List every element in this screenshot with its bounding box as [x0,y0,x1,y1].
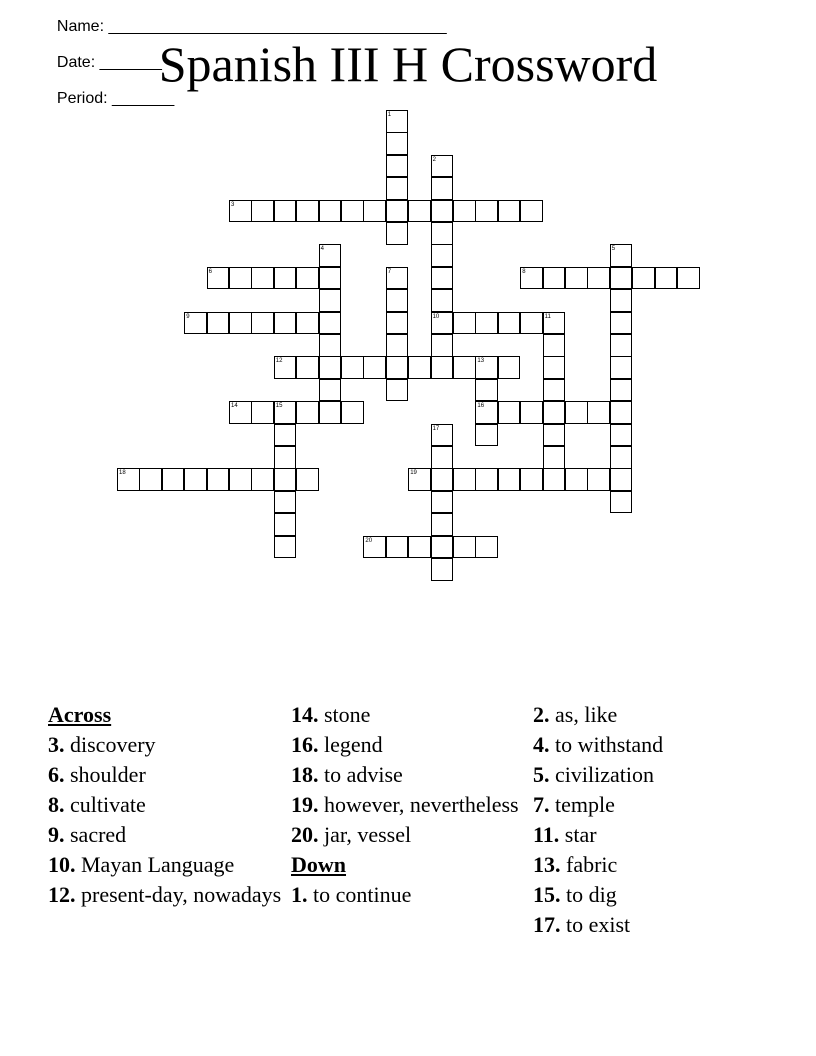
crossword-cell[interactable] [296,200,319,223]
clue-column-2 [291,703,531,913]
crossword-cell[interactable] [543,334,566,357]
crossword-cell[interactable] [431,446,454,469]
clue-number: 16 [477,403,485,410]
clue-number-label: 2. [533,702,550,727]
crossword-cell[interactable] [408,536,431,559]
clue-number: 17 [432,425,440,432]
crossword-cell[interactable] [610,334,633,357]
clue-heading: Down [291,852,347,877]
crossword-cell[interactable] [475,536,498,559]
clue-item [533,763,773,787]
clue-item [48,763,288,787]
crossword-cell[interactable] [386,356,409,379]
crossword-cell[interactable] [543,267,566,290]
crossword-cell[interactable] [319,267,342,290]
clue-item [533,793,773,817]
crossword-cell[interactable] [677,267,700,290]
crossword-cell[interactable] [274,468,297,491]
crossword-cell[interactable] [453,536,476,559]
crossword-cell[interactable] [386,379,409,402]
clue-text: cultivate [64,792,146,817]
crossword-cell[interactable] [520,401,543,424]
clue-number: 2 [432,156,436,163]
clue-item [533,733,773,757]
crossword-cell[interactable] [296,468,319,491]
crossword-cell[interactable] [386,132,409,155]
clue-number: 1 [387,112,392,118]
crossword-cell[interactable] [319,312,342,335]
crossword-cell[interactable] [475,200,498,223]
clue-text: to advise [318,762,403,787]
crossword-cell[interactable] [319,401,342,424]
crossword-cell[interactable] [475,379,498,402]
clue-number: 13 [477,358,485,365]
crossword-cell[interactable] [319,200,342,223]
clue-number-label: 10. [48,852,76,877]
crossword-cell[interactable] [610,312,633,335]
crossword-cell[interactable] [610,424,633,447]
clue-number: 11 [544,313,551,320]
clue-item [291,763,531,787]
crossword-cell[interactable] [251,312,274,335]
crossword-cell[interactable] [274,513,297,536]
crossword-cell[interactable] [386,289,409,312]
clue-item [48,793,288,817]
crossword-cell[interactable] [274,424,297,447]
clue-number-label: 19. [291,792,319,817]
crossword-cell[interactable] [363,356,386,379]
crossword-cell[interactable] [296,312,319,335]
clue-number: 10 [432,313,440,320]
clue-text: fabric [560,852,618,877]
crossword-cell[interactable] [431,491,454,514]
clue-item [533,913,773,937]
clue-number: 12 [275,358,283,365]
crossword-cell[interactable] [610,356,633,379]
crossword-cell[interactable] [587,401,610,424]
crossword-cell[interactable] [207,468,230,491]
crossword-cell[interactable] [341,356,364,379]
clue-heading: Across [48,702,112,727]
clue-text: stone [318,702,371,727]
crossword-cell[interactable] [408,356,431,379]
crossword-cell[interactable] [274,267,297,290]
crossword-cell[interactable] [565,468,588,491]
crossword-cell[interactable] [431,289,454,312]
crossword-cell[interactable] [229,312,252,335]
crossword-cell[interactable] [386,155,409,178]
crossword-cell[interactable] [251,267,274,290]
clue-item [533,823,773,847]
crossword-cell[interactable] [498,401,521,424]
clue-item [291,703,531,727]
crossword-cell[interactable] [655,267,678,290]
crossword-cell[interactable] [610,379,633,402]
clue-number-label: 7. [533,792,550,817]
crossword-cell[interactable] [251,401,274,424]
clue-number-label: 3. [48,732,65,757]
crossword-cell[interactable] [610,267,633,290]
crossword-cell[interactable] [632,267,655,290]
clue-text: Mayan Language [75,852,235,877]
crossword-cell[interactable] [207,312,230,335]
clue-item [533,703,773,727]
crossword-cell[interactable] [498,468,521,491]
crossword-cell[interactable] [408,200,431,223]
clue-item [48,823,288,847]
crossword-cell[interactable] [386,312,409,335]
crossword-cell[interactable] [431,267,454,290]
crossword-cell[interactable] [386,536,409,559]
page-title: Spanish III H Crossword [158,36,658,92]
crossword-cell[interactable] [274,536,297,559]
clue-item [533,883,773,907]
period-field[interactable]: Period: _______ [56,90,175,107]
clue-text: to exist [560,912,631,937]
clue-text: discovery [64,732,156,757]
clue-number-label: 15. [533,882,561,907]
clue-number-label: 11. [533,822,560,847]
crossword-cell[interactable] [543,468,566,491]
clue-text: civilization [549,762,654,787]
crossword-cell[interactable] [431,222,454,245]
clue-number-label: 1. [291,882,308,907]
clue-text: to continue [307,882,412,907]
clue-number: 3 [231,201,235,208]
clue-number-label: 14. [291,702,319,727]
crossword-cell[interactable] [229,468,252,491]
clue-number: 7 [387,268,392,275]
crossword-cell[interactable] [229,267,252,290]
crossword-cell[interactable] [475,424,498,447]
crossword-cell[interactable] [587,267,610,290]
clue-number: 9 [186,313,190,320]
clue-column-1 [48,703,288,913]
clue-item [48,883,288,907]
crossword-cell[interactable] [543,401,566,424]
clue-item [48,733,288,757]
crossword-cell[interactable] [610,468,633,491]
crossword-cell[interactable] [543,424,566,447]
crossword-cell[interactable] [610,401,633,424]
clue-number: 19 [410,470,417,477]
crossword-cell[interactable] [431,356,454,379]
name-field[interactable]: Name: ______________________________________ [56,18,447,35]
clue-text: legend [318,732,383,757]
crossword-cell[interactable] [543,356,566,379]
clue-number: 18 [119,470,126,477]
clue-text: as, like [549,702,618,727]
crossword-cell[interactable] [431,200,454,223]
crossword-cell[interactable] [610,289,633,312]
crossword-cell[interactable] [363,200,386,223]
crossword-cell[interactable] [453,200,476,223]
crossword-cell[interactable] [296,267,319,290]
clue-text: shoulder [64,762,146,787]
crossword-cell[interactable] [431,177,454,200]
crossword-cell[interactable] [543,446,566,469]
crossword-cell[interactable] [251,468,274,491]
clue-number-label: 13. [533,852,561,877]
clue-number: 15 [275,403,283,410]
clue-item [533,853,773,877]
crossword-cell[interactable] [274,446,297,469]
clue-number: 4 [320,246,324,253]
clue-text: present-day, nowadays [75,882,282,907]
crossword-cell[interactable] [274,200,297,223]
crossword-cell[interactable] [274,312,297,335]
crossword-cell[interactable] [565,267,588,290]
clue-column-3 [533,703,773,943]
crossword-cell[interactable] [296,401,319,424]
clue-number: 8 [522,268,526,275]
crossword-cell[interactable] [319,289,342,312]
crossword-cell[interactable] [431,536,454,559]
clue-number-label: 20. [291,822,319,847]
crossword-cell[interactable] [453,468,476,491]
crossword-cell[interactable] [274,491,297,514]
crossword-cell[interactable] [251,200,274,223]
crossword-cell[interactable] [475,468,498,491]
clue-number-label: 8. [48,792,65,817]
clue-number: 20 [365,537,373,544]
clue-number-label: 4. [533,732,550,757]
crossword-cell[interactable] [610,446,633,469]
clue-number: 5 [611,246,616,253]
crossword-cell[interactable] [386,177,409,200]
crossword-cell[interactable] [543,379,566,402]
clue-text: temple [549,792,615,817]
crossword-cell[interactable] [498,312,521,335]
crossword-cell[interactable] [184,468,207,491]
clue-text: sacred [64,822,127,847]
clue-item [48,853,288,877]
crossword-cell[interactable] [319,334,342,357]
crossword-cell[interactable] [475,312,498,335]
clue-text: jar, vessel [318,822,412,847]
clue-item [291,793,531,817]
clue-number-label: 18. [291,762,319,787]
crossword-cell[interactable] [431,244,454,267]
crossword-cell[interactable] [610,491,633,514]
crossword-cell[interactable] [386,334,409,357]
crossword-cell[interactable] [498,356,521,379]
crossword-cell[interactable] [565,401,588,424]
crossword-cell[interactable] [162,468,185,491]
clue-item [291,733,531,757]
clue-number-label: 6. [48,762,65,787]
crossword-cell[interactable] [587,468,610,491]
clue-number: 14 [231,403,238,410]
crossword-cell[interactable] [453,312,476,335]
clue-number: 6 [208,268,212,275]
clue-item [291,823,531,847]
clue-item [291,883,531,907]
clue-text: however, nevertheless [318,792,519,817]
clue-number-label: 12. [48,882,76,907]
crossword-cell[interactable] [296,356,319,379]
clue-number-label: 9. [48,822,65,847]
crossword-cell[interactable] [319,379,342,402]
clue-text: to dig [560,882,617,907]
clue-text: to withstand [549,732,664,757]
clue-text: star [559,822,597,847]
crossword-cell[interactable] [520,200,543,223]
crossword-cell[interactable] [341,200,364,223]
crossword-cell[interactable] [453,356,476,379]
crossword-cell[interactable] [520,468,543,491]
crossword-cell[interactable] [431,334,454,357]
crossword-cell[interactable] [431,558,454,581]
crossword-cell[interactable] [319,356,342,379]
clue-number-label: 17. [533,912,561,937]
crossword-cell[interactable] [498,200,521,223]
crossword-cell[interactable] [431,513,454,536]
date-field[interactable]: Date: _______ [56,54,162,71]
crossword-cell[interactable] [139,468,162,491]
crossword-cell[interactable] [386,222,409,245]
crossword-cell[interactable] [341,401,364,424]
clue-number-label: 16. [291,732,319,757]
clue-number-label: 5. [533,762,550,787]
crossword-cell[interactable] [431,468,454,491]
crossword-cell[interactable] [386,200,409,223]
crossword-cell[interactable] [520,312,543,335]
